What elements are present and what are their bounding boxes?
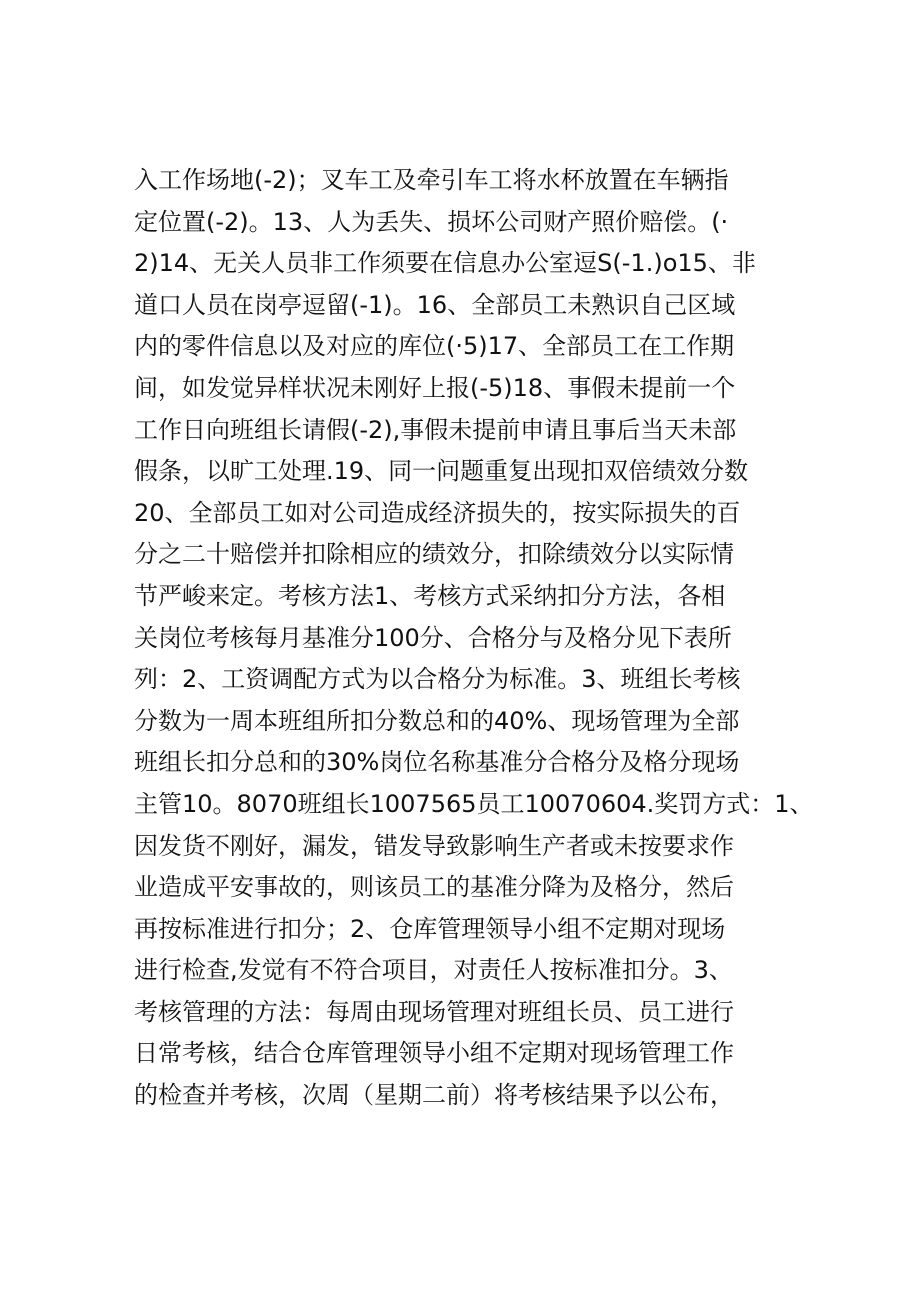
text-line: 主管10。8070班组长1007565员工10070604.奖罚方式：1、 — [134, 789, 814, 818]
text-line: 日常考核，结合仓库管理领导小组不定期对现场管理工作 — [134, 1039, 734, 1068]
text-line: 2)14、无关人员非工作须要在信息办公室逗S(-1.)o15、非 — [134, 249, 756, 278]
text-line: 进行检查,发觉有不符合项目，对责任人按标准扣分。3、 — [134, 956, 733, 985]
text-line: 关岗位考核每月基准分100分、合格分与及格分见下表所 — [134, 623, 732, 652]
text-line: 道口人员在岗亭逗留(-1)。16、全部员工未熟识自己区域 — [134, 290, 736, 319]
text-line: 定位置(-2)。13、人为丢失、损坏公司财产照价赔偿。(· — [134, 207, 729, 236]
body-text — [134, 160, 814, 1117]
text-line: 间，如发觉异样状况未刚好上报(-5)18、事假未提前一个 — [134, 373, 736, 402]
text-line: 内的零件信息以及对应的库位(·5)17、全部员工在工作期 — [134, 332, 735, 361]
text-line: 班组长扣分总和的30%岗位名称基准分合格分及格分现场 — [134, 748, 740, 777]
text-line: 20、全部员工如对公司造成经济损失的，按实际损失的百 — [134, 498, 741, 527]
text-line: 列：2、工资调配方式为以合格分为标准。3、班组长考核 — [134, 665, 741, 694]
text-line: 分之二十赔偿并扣除相应的绩效分，扣除绩效分以实际情 — [134, 540, 734, 569]
text-line: 再按标准进行扣分；2、仓库管理领导小组不定期对现场 — [134, 914, 726, 943]
text-line: 考核管理的方法：每周由现场管理对班组长员、员工进行 — [134, 997, 734, 1026]
text-line: 节严峻来定。考核方法1、考核方式采纳扣分方法，各相 — [134, 581, 726, 610]
text-line: 分数为一周本班组所扣分数总和的40%、现场管理为全部 — [134, 706, 740, 735]
text-line: 因发货不刚好，漏发，错发导致影响生产者或未按要求作 — [134, 831, 734, 860]
text-line: 假条，以旷工处理.19、同一问题重复出现扣双倍绩效分数 — [134, 457, 749, 486]
text-line: 工作日向班组长请假(-2),事假未提前申请且事后当天未部 — [134, 415, 737, 444]
text-line: 业造成平安事故的，则该员工的基准分降为及格分，然后 — [134, 873, 734, 902]
text-line: 的检查并考核，次周（星期二前）将考核结果予以公布， — [134, 1081, 734, 1110]
text-line: 入工作场地(-2)；叉车工及牵引车工将水杯放置在车辆指 — [134, 166, 729, 194]
